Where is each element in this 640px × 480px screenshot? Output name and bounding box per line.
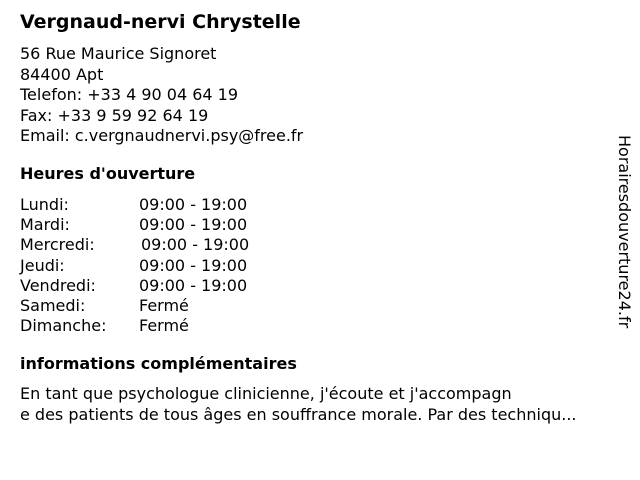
hours-time: 09:00 - 19:00: [139, 275, 248, 295]
hours-time: 09:00 - 19:00: [139, 215, 248, 235]
hours-day: Samedi:: [20, 295, 86, 315]
address-street: 56 Rue Maurice Signoret: [20, 44, 217, 63]
hours-day: Jeudi:: [20, 255, 65, 275]
info-line: En tant que psychologue clinicienne, j'écoute et j'accompagn: [20, 384, 512, 403]
hours-time: Fermé: [139, 316, 189, 336]
hours-day: Dimanche:: [20, 316, 107, 336]
hours-time: 09:00 - 19:00: [139, 255, 248, 275]
address-city: 84400 Apt: [20, 64, 104, 84]
brand-watermark: Horairesdouverture24.fr: [615, 135, 634, 329]
hours-time: Fermé: [139, 295, 189, 315]
fax-number: Fax: +33 9 59 92 64 19: [20, 105, 209, 125]
business-name: Vergnaud-nervi Chrystelle: [20, 11, 301, 33]
email-address[interactable]: Email: c.vergnaudnervi.psy@free.fr: [20, 126, 304, 145]
phone-number[interactable]: Telefon: +33 4 90 04 64 19: [20, 85, 239, 104]
info-line: e des patients de tous âges en souffrance morale. Par des techniqu...: [20, 404, 577, 424]
hours-time: 09:00 - 19:00: [139, 195, 248, 214]
hours-heading: Heures d'ouverture: [20, 164, 196, 183]
hours-day: Mercredi:: [20, 235, 95, 255]
hours-day: Mardi:: [20, 215, 70, 235]
hours-time: 09:00 - 19:00: [141, 235, 250, 255]
info-heading: informations complémentaires: [20, 354, 297, 373]
hours-day: Vendredi:: [20, 275, 96, 295]
contact-block: [20, 44, 303, 147]
hours-day: Lundi:: [20, 195, 69, 214]
info-description: [20, 384, 630, 425]
